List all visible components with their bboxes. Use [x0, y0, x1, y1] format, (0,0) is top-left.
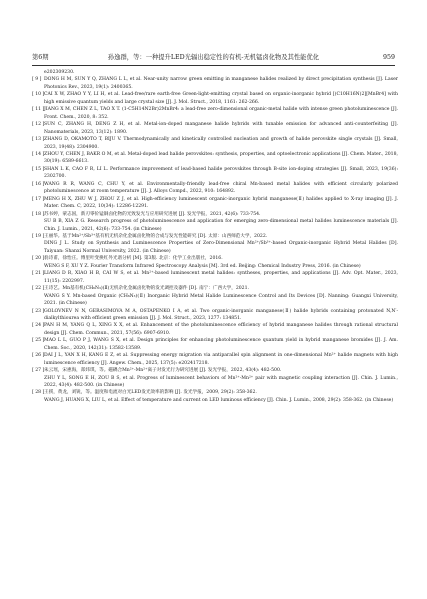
- reference-entry: [32, 106, 398, 121]
- reference-text: WANG R R, WANG C, CHU Y, et al. Environmentally-friendly lead-free chiral Mn-based metal halides with efficient circularly polarized photoluminescence at room temperature [J]. J. Alloys Compd., 2022, 910: 164892.: [44, 181, 398, 195]
- reference-entry: [32, 166, 398, 181]
- header-rule: [32, 65, 395, 66]
- reference-text: WANG S Y. Mn-based Organic (CH₆N₃)(Ⅱ) Inorganic Hybrid Metal Halide Luminescence Control and Its Devices [D]. Nanning: Guangxi University, 2021. (in Chinese): [44, 293, 398, 307]
- reference-entry: [32, 218, 398, 233]
- reference-entry: [32, 367, 398, 374]
- reference-entry: [32, 263, 398, 270]
- reference-entry: [32, 270, 398, 285]
- reference-entry: [32, 211, 398, 218]
- reference-text: GOLOVNEV N N, GERASIMOVA M A, OSTAPENKO I A, et al. Two organic-inorganic manganese(Ⅱ) halide hybrids containing protonated N,N′-dialkylthiourea with efficient green emission [J]. J. Mol. Struct., 2023, 1277: 134851.: [44, 308, 398, 321]
- reference-entry: [32, 293, 398, 308]
- reference-number: [ 16 ]: [32, 181, 45, 187]
- reference-entry: [32, 375, 398, 390]
- reference-entry: [32, 151, 398, 166]
- reference-entry: [32, 181, 398, 196]
- reference-number: [ 28 ]: [32, 390, 45, 396]
- reference-entry: [32, 69, 398, 76]
- reference-text: WANG J, HUANG X, LIU L, et al. Effect of temperature and current on LED luminous efficiency [J]. Chin. J. Lumin., 2008, 29(2): 358-362. (in Chinese): [44, 397, 394, 403]
- reference-number: [ 27 ]: [32, 368, 45, 374]
- reference-number: [ 22 ]: [32, 286, 45, 292]
- reference-number: [ 10 ]: [32, 92, 45, 98]
- reference-number: [ 26 ]: [32, 353, 45, 359]
- reference-entry: [32, 285, 398, 292]
- reference-text: MAO L L, GUO P J, WANG S X, et al. Design principles for enhancing photoluminescence quantum yield in hybrid manganese bromides [J]. J. Am. Chem. Soc., 2020, 142(31): 13582-13589.: [44, 338, 398, 351]
- reference-text: 翁诗甫，徐怡庄。傅里叶变换红外光谱分析 [M]. 第3版. 北京：化学工业出版社，2016.: [44, 256, 223, 262]
- reference-text: DAI J L, YAN X H, KANG E Z, et al. Suppressing energy migration via antiparallel spin alignment in one-dimensional Mn²⁺ halide magnets with high luminescence efficiency [J]. Angew. Chem., 2025, 137(5): e202417218.: [44, 353, 398, 366]
- reference-text: ZHU Y L, SONG E H, ZOU B S, et al. Progress of luminescent behaviors of Mn²⁺-Mn²⁺ pair with magnetic coupling interaction [J]. Chin. J. Lumin., 2022, 43(4): 482-500. (in Chinese): [44, 375, 398, 389]
- reference-text: SHAN L K, CAO F R, LI L. Performance improvement of lead-based halide perovskites through B-site ion-doping strategies [J]. Small, 2023, 19(36): 2302700.: [44, 166, 398, 180]
- reference-entry: [32, 76, 398, 91]
- reference-text: 王援，黄龙，刘锐，等。温度和电流对白光LED发光效率的影响 [J]. 发光学报，2009, 29(2): 358-362.: [44, 390, 257, 396]
- reference-number: [ 20 ]: [32, 256, 45, 262]
- reference-entry: [32, 136, 398, 151]
- reference-entry: [32, 196, 398, 211]
- reference-text: LIANG D R, XIAO H B, CAI W S, et al. Mn²⁺-based luminescent metal halides: syntheses, properties, and applications [J]. Adv. Opt. Mater., 2023, 11(15): 2202997.: [44, 271, 398, 284]
- reference-number: [ 21 ]: [32, 271, 45, 277]
- reference-text: CAI X W, ZHAO Y Y, LI H, et al. Lead-free/rare earth-free Green-light-emitting crystal based on organic-inorganic hybrid [(C10H16N)2][MnBr4] with high emissive quantum yields and large crystal size [J]. J. Mol. Struct., 2018, 1161: 262-266.: [44, 92, 398, 105]
- reference-list: [32, 69, 398, 404]
- reference-entry: [32, 352, 398, 367]
- running-title: 孙逸群，等：一种提升LED光辐出稳定性的有机-无机锰卤化物及其性能优化: [107, 54, 320, 61]
- issue-label: 第6期: [32, 54, 49, 61]
- reference-entry: [32, 121, 398, 136]
- reference-text: WENG S F, XU Y Z. Fourier Transform Infrared Spectroscopy Analysis [M]. 3rd ed. Beijing: Chemical Industry Press, 2016. (in Chinese): [44, 263, 361, 269]
- reference-text: 王诗艺。Mn基有机(CH₆N₃)(Ⅱ)无机杂化金属卤化物的发光调控及器件 [D]. 南宁：广西大学，2021.: [44, 286, 249, 292]
- reference-number: [ 25 ]: [32, 338, 45, 344]
- reference-text: ZHANG D, OKAMOTO T, BIJU V. Thermodynamically and kinetically controlled nucleation and growth of halide perovskite single crystals [J]. Small, 2023, 19(48): 2304900.: [44, 137, 398, 150]
- reference-number: [ 18 ]: [32, 211, 45, 217]
- reference-number: [ 13 ]: [32, 137, 45, 143]
- reference-text: e202309230.: [44, 70, 75, 75]
- reference-entry: [32, 240, 398, 255]
- reference-number: [ 24 ]: [32, 323, 45, 329]
- reference-number: [ 14 ]: [32, 151, 45, 157]
- reference-entry: [32, 397, 398, 404]
- reference-number: [ 12 ]: [32, 122, 45, 128]
- reference-text: SU B B, XIA Z G. Research progress of photoluminescence and application for emerging zero-dimensional metal halides luminescence materials [J]. Chin. J. Lumin., 2021, 42(6): 733-754. (in Chinese): [44, 219, 398, 232]
- running-header: [32, 52, 395, 64]
- reference-number: [ 17 ]: [32, 196, 45, 202]
- reference-number: [ 11 ]: [32, 107, 45, 113]
- page-number: 959: [382, 54, 395, 61]
- reference-entry: [32, 337, 398, 352]
- reference-number: [ 15 ]: [32, 166, 45, 172]
- reference-text: MENG H X, ZHU W J, ZHOU Z J, et al. High-efficiency luminescent organic-inorganic hybrid manganese(Ⅱ) halides applied to X-ray imaging [J]. J. Mater. Chem. C, 2022, 10(34): 12286-12291.: [44, 196, 398, 210]
- reference-number: [ 19 ]: [32, 233, 45, 239]
- reference-text: JIANG X M, CHEN Z L, TAO X T. (1-C5H14N2Br)2MnBr4: a lead-free zero-dimensional organic-metal halide with intense green photoluminescence [J]. Front. Chem., 2020, 8: 352.: [44, 107, 398, 120]
- reference-number: [ 23 ]: [32, 308, 45, 314]
- reference-entry: [32, 322, 398, 337]
- reference-text: 朱云瑶，宋惠海，郑炜琪，等。磁耦合Mn²⁺-Mn²⁺离子对发光行为研究进展 [J]. 发光学报，2022, 43(4): 482-500.: [44, 368, 282, 374]
- reference-text: DING J L. Study on Synthesis and Luminescence Properties of Zero-Dimensional Mn²⁺/Sb³⁺-based Organic-inorganic Hybrid Metal Halides [D]. Taiyuan: Shanxi Normal University, 2022. (in Chinese): [44, 241, 398, 254]
- reference-text: PAN H M, YANG Q L, XING X X, et al. Enhancement of the photoluminescence efficiency of hybrid manganese halides through rational structural design [J]. Chem. Commun., 2021, 57(56): 6907-6910.: [44, 323, 398, 336]
- reference-text: ZHOU Y, CHEN J, BAKR O M, et al. Metal-doped lead halide perovskites: synthesis, properties, and optoelectronic applications [J]. Chem. Mater., 2018, 30(19): 6589-6613.: [44, 151, 398, 165]
- reference-text: DONG H M, SUN Y Q, ZHANG L L, et al. Near-unity narrow green emitting in manganese halides realized by direct precipitation synthesis [J]. Laser Photonics Rev., 2023, 19(1): 2400365.: [44, 77, 398, 90]
- reference-entry: [32, 255, 398, 262]
- reference-text: SUN C, ZHANG H, DENG Z H, et al. Metal-ion-doped manganese halide hybrids with tunable emission for advanced anti-counterfeiting [J]. Nanomaterials, 2023, 13(12): 1890.: [44, 122, 398, 135]
- reference-text: 苏书婷，蒙志国，新刃零价锰铜卤化物的光致发光与应用研究进展 [J]. 发光学报，2021, 42(6): 733-754.: [44, 211, 261, 217]
- reference-entry: [32, 233, 398, 240]
- reference-entry: [32, 308, 398, 323]
- reference-text: 王丽华。基于Mn²⁺/Sb³⁺基有机无机杂化金属卤化物的合成与发光性能研究 [D]. 太原：山西师范大学，2022.: [44, 233, 268, 239]
- reference-number: [ 9 ]: [32, 77, 42, 83]
- reference-entry: [32, 91, 398, 106]
- reference-entry: [32, 389, 398, 396]
